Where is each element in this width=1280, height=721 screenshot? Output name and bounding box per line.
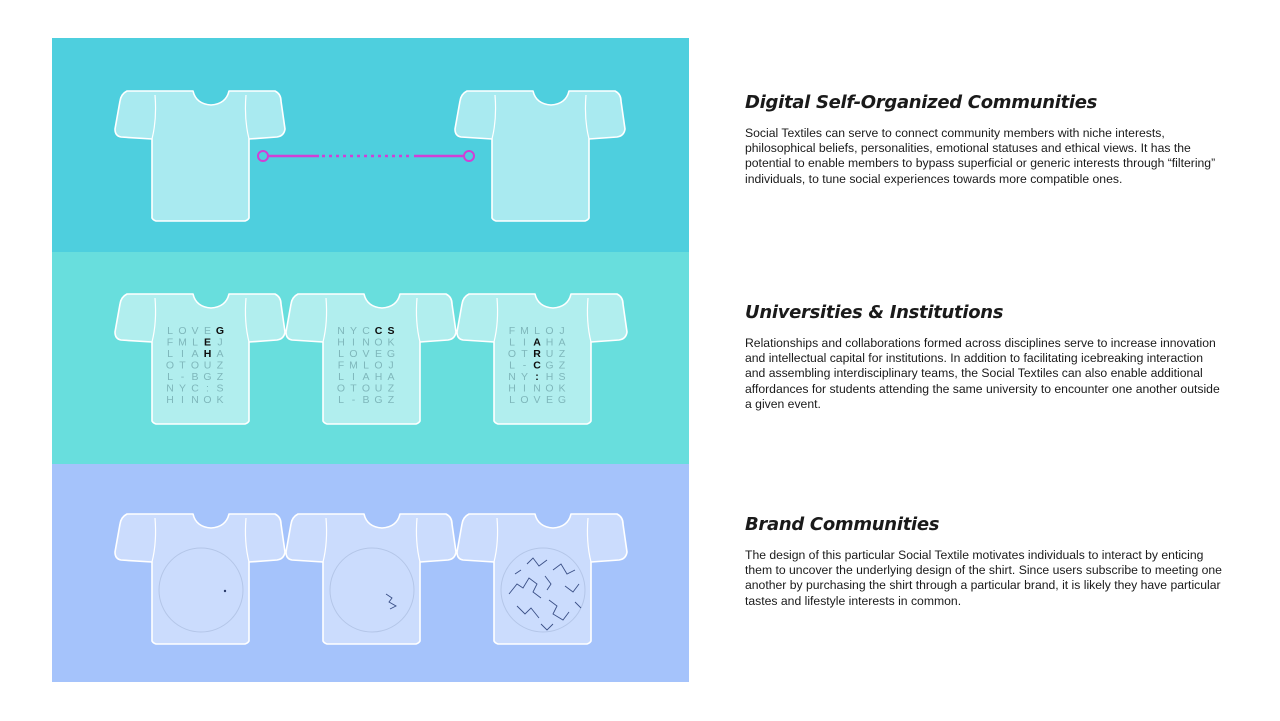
grid-letter: S	[558, 371, 566, 383]
section-body: Social Textiles can serve to connect community members with niche interests, philosophical beliefs, personalities, emotional statuses and ethical views. It has the potential to enable members to bypass superficial or generic interests through “filtering” individuals, to tune social experiences towards more compatible ones.	[745, 126, 1216, 186]
grid-letter: N	[508, 371, 516, 383]
tshirt-arch	[457, 294, 627, 424]
section-body: The design of this particular Social Textile motivates individuals to interact by enticing them to uncover the underlying design of the shirt. Since users subscribe to meeting one another by purchasing the shirt through a particular brand, it is likely they have particular tastes and lifestyle interests in common.	[745, 548, 1222, 608]
highlighted-letter: :	[535, 371, 539, 383]
grid-letter: L	[534, 325, 540, 337]
section-title: Digital Self-Organized Communities	[745, 92, 1098, 113]
grid-letter: L	[509, 359, 515, 372]
grid-letter: V	[191, 325, 199, 337]
grid-letter: K	[387, 336, 395, 349]
grid-letter: V	[362, 348, 370, 360]
grid-letter: G	[557, 394, 567, 406]
grid-letter: T	[521, 348, 528, 360]
grid-letter: K	[216, 394, 224, 406]
grid-letter: L	[509, 394, 515, 406]
grid-letter: Y	[178, 382, 187, 395]
tshirt-left	[115, 91, 285, 221]
grid-letter: -	[522, 359, 527, 372]
grid-letter: H	[337, 336, 345, 349]
highlighted-letter: C	[374, 325, 383, 337]
grid-letter: N	[362, 336, 370, 349]
highlighted-letter: C	[533, 359, 541, 372]
grid-letter: O	[507, 348, 517, 360]
grid-letter: S	[216, 382, 224, 395]
grid-letter: T	[350, 382, 357, 395]
grid-letter: F	[166, 336, 174, 349]
highlighted-letter: A	[533, 336, 541, 349]
grid-letter: H	[166, 394, 174, 406]
grid-letter: O	[349, 348, 358, 360]
grid-letter: O	[336, 382, 346, 395]
brand-shirts-illustration	[52, 464, 689, 682]
tshirt-design-stage-1	[115, 514, 285, 644]
grid-letter: O	[361, 382, 371, 395]
grid-letter: -	[180, 371, 185, 383]
grid-letter: A	[191, 348, 199, 360]
grid-letter: G	[203, 371, 212, 383]
grid-letter: Z	[387, 394, 395, 406]
grid-letter: O	[374, 336, 383, 349]
tshirt-design-stage-2	[286, 514, 456, 644]
grid-letter: O	[203, 394, 212, 406]
grid-letter: L	[192, 336, 198, 349]
grid-letter: L	[338, 371, 344, 383]
connection-line	[258, 151, 474, 161]
grid-letter: M	[349, 359, 358, 372]
panel-brand-communities	[52, 464, 689, 682]
grid-letter: L	[167, 325, 173, 337]
grid-letter: Z	[558, 359, 566, 372]
grid-letter: O	[374, 359, 383, 372]
grid-letter: F	[508, 325, 516, 337]
grid-letter: Z	[387, 382, 395, 395]
grid-letter: C	[191, 382, 199, 395]
grid-letter: I	[352, 336, 355, 349]
grid-letter: E	[203, 325, 212, 337]
grid-letter: O	[545, 382, 554, 395]
grid-letter: N	[337, 325, 345, 337]
grid-letter: H	[545, 336, 554, 349]
grid-letter: N	[166, 382, 174, 395]
highlighted-letter: R	[533, 348, 541, 360]
grid-letter: H	[508, 382, 516, 395]
grid-letter: L	[338, 394, 344, 406]
grid-letter: O	[520, 394, 529, 406]
grid-letter: J	[217, 336, 223, 349]
grid-letter: U	[374, 382, 383, 395]
grid-letter: O	[165, 359, 175, 372]
grid-letter: I	[181, 394, 184, 406]
connection-node-right	[464, 151, 474, 161]
grid-letter: M	[520, 325, 529, 337]
connected-shirts-illustration	[52, 38, 689, 252]
grid-letter: I	[352, 371, 355, 383]
section-body: Relationships and collaborations formed across disciplines serve to increase innovation and intellectual capital for institutions. In addition to facilitating icebreaking interaction and assembling interdisciplinary teams, the Social Textiles can also enable additional affordances for students attending the same university to encounter one another outside a given event.	[745, 336, 1220, 411]
grid-letter: O	[178, 325, 187, 337]
grid-letter: K	[558, 382, 566, 395]
grid-letter: F	[337, 359, 345, 372]
section-digital-communities	[745, 92, 1225, 187]
grid-letter: Y	[520, 371, 529, 383]
grid-letter: A	[362, 371, 370, 383]
panel-universities	[52, 252, 689, 464]
grid-letter: G	[374, 394, 383, 406]
grid-letter: :	[206, 382, 209, 395]
grid-letter: O	[545, 325, 554, 337]
grid-letter: I	[523, 336, 526, 349]
grid-letter: U	[545, 348, 554, 360]
grid-letter: Z	[558, 348, 566, 360]
grid-letter: N	[191, 394, 199, 406]
section-brand-communities	[745, 514, 1225, 609]
grid-letter: G	[545, 359, 554, 372]
tshirt-ee	[115, 294, 285, 424]
grid-letter: T	[179, 359, 186, 372]
grid-letter: Z	[216, 371, 224, 383]
grid-letter: H	[545, 371, 554, 383]
grid-letter: J	[388, 359, 394, 372]
grid-letter: B	[191, 371, 199, 383]
grid-letter: J	[559, 325, 565, 337]
grid-letter: Y	[349, 325, 358, 337]
grid-letter: H	[374, 371, 383, 383]
panel-digital-communities	[52, 38, 689, 252]
grid-letter: E	[545, 394, 554, 406]
grid-letter: A	[387, 371, 395, 383]
grid-letter: I	[181, 348, 184, 360]
grid-letter: L	[363, 359, 369, 372]
grid-letter: -	[351, 394, 356, 406]
grid-letter: G	[386, 348, 396, 360]
highlighted-letter: E	[203, 336, 212, 349]
grid-letter: U	[203, 359, 212, 372]
grid-letter: M	[178, 336, 187, 349]
tshirt-right	[455, 91, 625, 221]
tshirt-cs	[286, 294, 456, 424]
grid-letter: L	[338, 348, 344, 360]
grid-letter: B	[362, 394, 370, 406]
connection-node-left	[258, 151, 268, 161]
grid-letter: A	[558, 336, 566, 349]
illustration-column	[52, 38, 689, 682]
grid-letter: E	[374, 348, 383, 360]
grid-letter: A	[216, 348, 224, 360]
grid-letter: L	[509, 336, 515, 349]
grid-letter: Z	[216, 359, 224, 372]
grid-letter: C	[362, 325, 370, 337]
section-title: Universities & Institutions	[745, 302, 1004, 323]
highlighted-letter: S	[387, 325, 395, 337]
letter-shirts-illustration	[52, 252, 689, 464]
grid-letter: L	[167, 348, 173, 360]
grid-letter: N	[533, 382, 541, 395]
highlighted-letter: G	[215, 325, 225, 337]
grid-letter: I	[523, 382, 526, 395]
section-title: Brand Communities	[745, 514, 940, 535]
grid-letter: L	[167, 371, 173, 383]
section-universities	[745, 302, 1225, 412]
tshirt-design-stage-3	[457, 514, 627, 644]
highlighted-letter: H	[203, 348, 212, 360]
grid-letter: O	[190, 359, 200, 372]
grid-letter: V	[533, 394, 541, 406]
